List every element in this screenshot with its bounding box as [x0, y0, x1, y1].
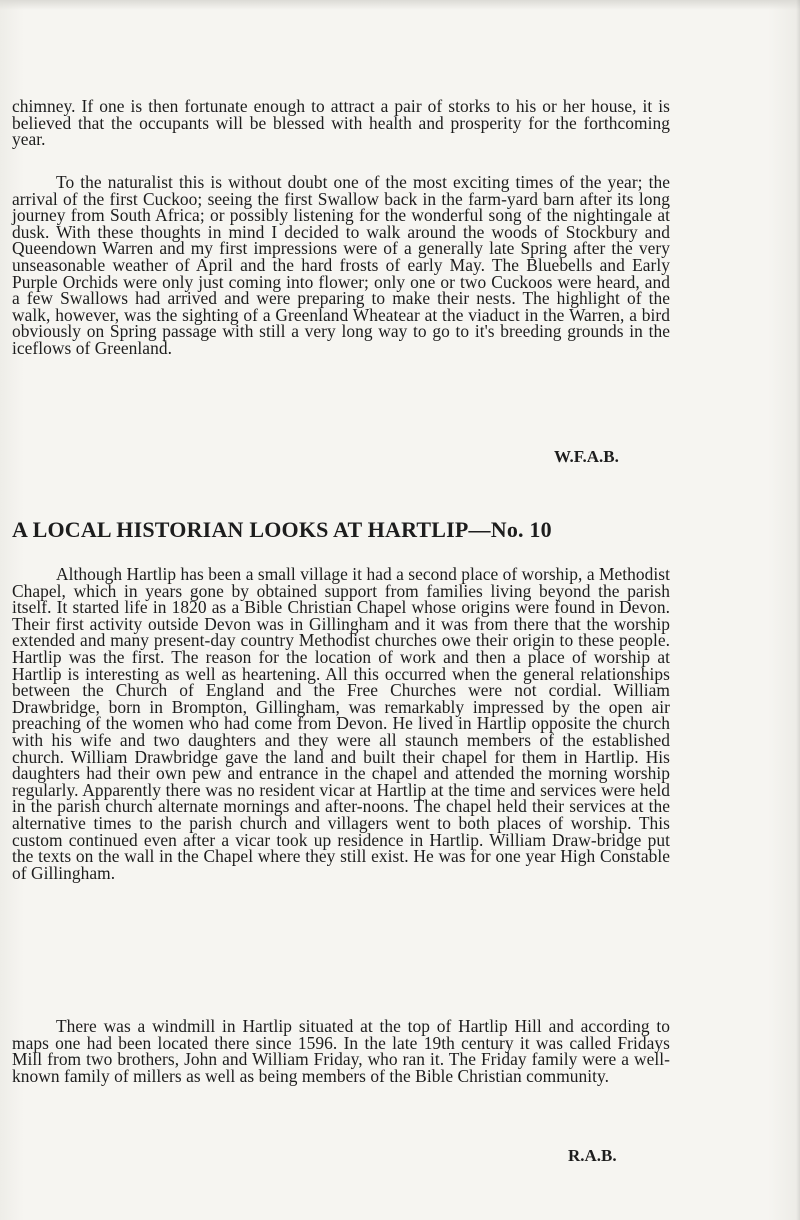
storks-paragraph: chimney. If one is then fortunate enough to attract a pair of storks to his or her house, it is believed that the occupants will be blessed with health and prosperity for the forthcoming year.: [12, 96, 670, 150]
wfab-signature: W.F.A.B.: [554, 447, 619, 466]
page-top-shadow: [0, 0, 800, 10]
page-right-edge: [796, 0, 800, 1220]
naturalist-paragraph: To the naturalist this is without doubt one of the most exciting times of the year; the arrival of the first Cuckoo; seeing the first Swallow back in the farm-yard barn after its long journey from South Africa; or possibly listening for the wonderful song of the nightingale at dusk. With these thoughts in mind I decided to walk around the woods of Stockbury and Queendown Warren and my first impressions were of a generally late Spring after the very unseasonable weather of April and the hard frosts of early May. The Bluebells and Early Purple Orchids were only just coming into flower; only one or two Cuckoos were heard, and a few Swallows had arrived and were preparing to make their nests. The highlight of the walk, however, was the sighting of a Greenland Wheatear at the viaduct in the Warren, a bird obviously on Spring passage with still a very long way to go to it's breeding grounds in the iceflows of Greenland.: [12, 172, 670, 358]
rab-signature: R.A.B.: [568, 1146, 617, 1165]
windmill-paragraph: There was a windmill in Hartlip situated at the top of Hartlip Hill and according to maps one had been located there since 1596. In the late 19th century it was called Fridays Mill from two brothers, John and William Friday, who ran it. The Friday family were a well-known family of millers as well as being members of the Bible Christian community.: [12, 1016, 670, 1086]
chapel-history-paragraph: Although Hartlip has been a small village it had a second place of worship, a Methodist Chapel, which in years gone by obtained support from families living beyond the parish itself. It started life in 1820 as a Bible Christian Chapel whose origins were found in Devon. Their first activity outside Devon was in Gillingham and it was from there that the worship extended and many present-day country Methodist churches owe their origin to these people. Hartlip was the first. The reason for the location of work and then a place of worship at Hartlip is interesting as well as heartening. All this occurred when the general relationships between the Church of England and the Free Churches were not cordial. William Drawbridge, born in Brompton, Gillingham, was remarkably impressed by the open air preaching of the women who had come from Devon. He lived in Hartlip opposite the church with his wife and two daughters and they were all staunch members of the established church. William Drawbridge gave the land and built their chapel for them in Hartlip. His daughters had their own pew and entrance in the chapel and attended the morning worship regularly. Apparently there was no resident vicar at Hartlip at the time and services were held in the parish church alternate mornings and after-noons. The chapel held their services at the alternative times to the parish church and villagers went to both places of worship. This custom continued even after a vicar took up residence in Hartlip. William Draw-bridge put the texts on the wall in the Chapel where they still exist. He was for one year High Constable of Gillingham.: [12, 564, 670, 883]
article-heading: A LOCAL HISTORIAN LOOKS AT HARTLIP—No. 10: [12, 517, 552, 542]
